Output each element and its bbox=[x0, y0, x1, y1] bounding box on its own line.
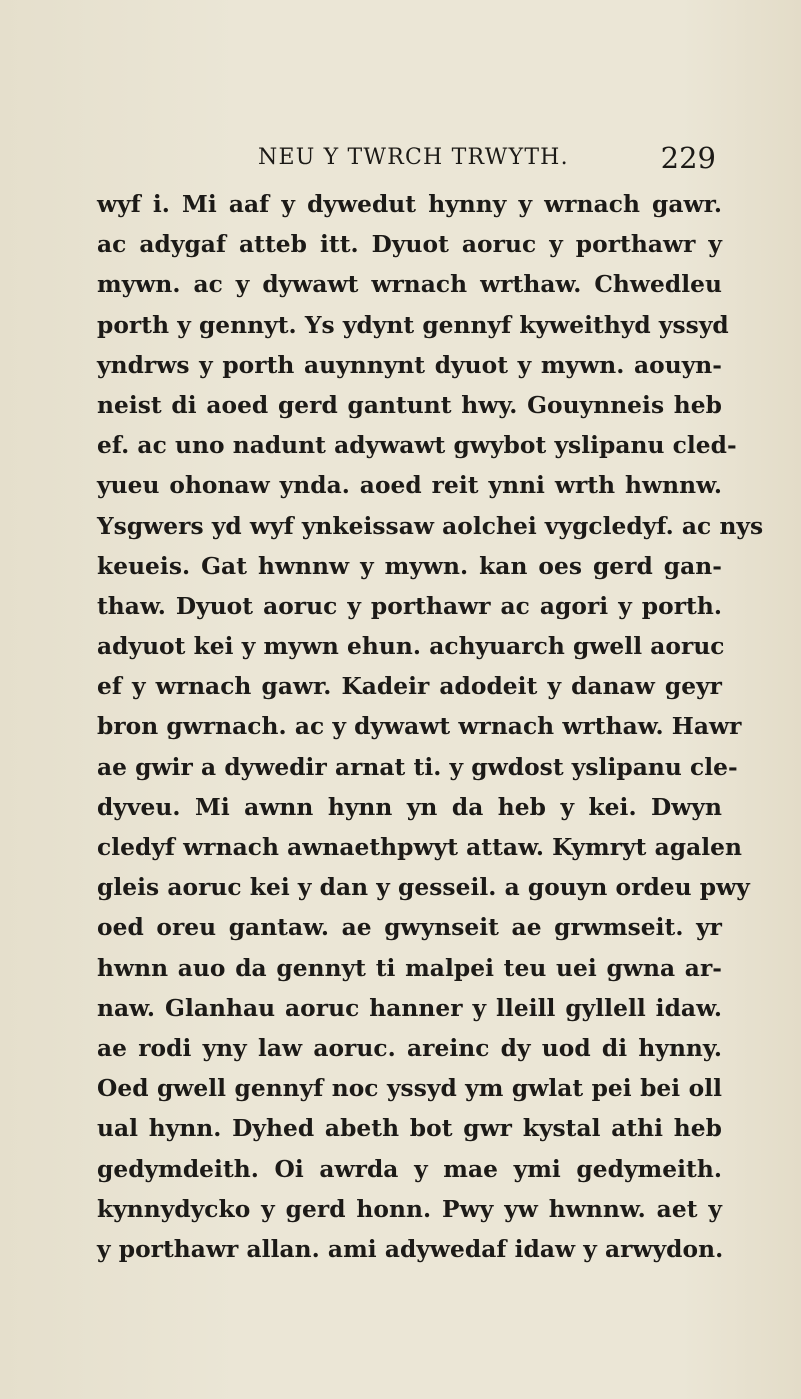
running-head: NEU Y TWRCH TRWYTH. bbox=[258, 145, 569, 170]
text-line: y porthawr allan. ami adywedaf idaw y arwydon. bbox=[97, 1235, 724, 1263]
text-line: cledyf wrnach awnaethpwyt attaw. Kymryt agalen bbox=[97, 834, 742, 861]
body-text bbox=[97, 185, 764, 1270]
text-line: ae gwir a dywedir arnat ti. y gwdost yslipanu cle- bbox=[97, 753, 738, 781]
text-line: ae rodi yny law aoruc. areinc dy uod di hynny. bbox=[97, 1034, 722, 1062]
text-line: gleis aoruc kei y dan y gesseil. a gouyn ordeu pwy bbox=[97, 874, 750, 902]
page-header bbox=[258, 141, 716, 177]
page-number: 229 bbox=[660, 141, 716, 175]
text-line: ual hynn. Dyhed abeth bot gwr kystal athi heb bbox=[97, 1115, 722, 1143]
text-line: Oed gwell gennyf noc yssyd ym gwlat pei bei oll bbox=[97, 1075, 722, 1103]
text-line: thaw. Dyuot aoruc y porthawr ac agori y porth. bbox=[97, 592, 722, 620]
text-line: yueu ohonaw ynda. aoed reit ynni wrth hwnnw. bbox=[97, 472, 722, 500]
text-line: naw. Glanhau aoruc hanner y lleill gyllell idaw. bbox=[97, 994, 722, 1022]
text-line: neist di aoed gerd gantunt hwy. Gouynneis heb bbox=[97, 391, 722, 419]
text-line: bron gwrnach. ac y dywawt wrnach wrthaw. Hawr bbox=[97, 713, 742, 741]
text-line: ac adygaf atteb itt. Dyuot aoruc y porthawr y bbox=[97, 231, 722, 259]
text-line: yndrws y porth auynnynt dyuot y mywn. aouyn- bbox=[97, 351, 722, 379]
text-line: kynnydycko y gerd honn. Pwy yw hwnnw. aet y bbox=[97, 1195, 722, 1223]
text-line: porth y gennyt. Ys ydynt gennyf kyweithyd yssyd bbox=[97, 311, 729, 339]
text-line: gedymdeith. Oi awrda y mae ymi gedymeith. bbox=[97, 1155, 722, 1183]
text-line: Ysgwers yd wyf ynkeissaw aolchei vygcledyf. ac nys bbox=[97, 512, 764, 540]
text-line: dyveu. Mi awnn hynn yn da heb y kei. Dwyn bbox=[97, 793, 722, 821]
text-line: keueis. Gat hwnnw y mywn. kan oes gerd gan- bbox=[97, 552, 722, 580]
text-line: wyf i. Mi aaf y dywedut hynny y wrnach gawr. bbox=[97, 191, 722, 218]
text-line: ef. ac uno nadunt adywawt gwybot yslipanu cled- bbox=[97, 432, 737, 460]
text-line: mywn. ac y dywawt wrnach wrthaw. Chwedleu bbox=[97, 271, 722, 299]
text-line: adyuot kei y mywn ehun. achyuarch gwell aoruc bbox=[97, 633, 725, 661]
text-line: ef y wrnach gawr. Kadeir adodeit y danaw geyr bbox=[97, 673, 722, 701]
text-line: hwnn auo da gennyt ti malpei teu uei gwna ar- bbox=[97, 954, 722, 982]
text-line: oed oreu gantaw. ae gwynseit ae grwmseit. yr bbox=[97, 914, 722, 942]
